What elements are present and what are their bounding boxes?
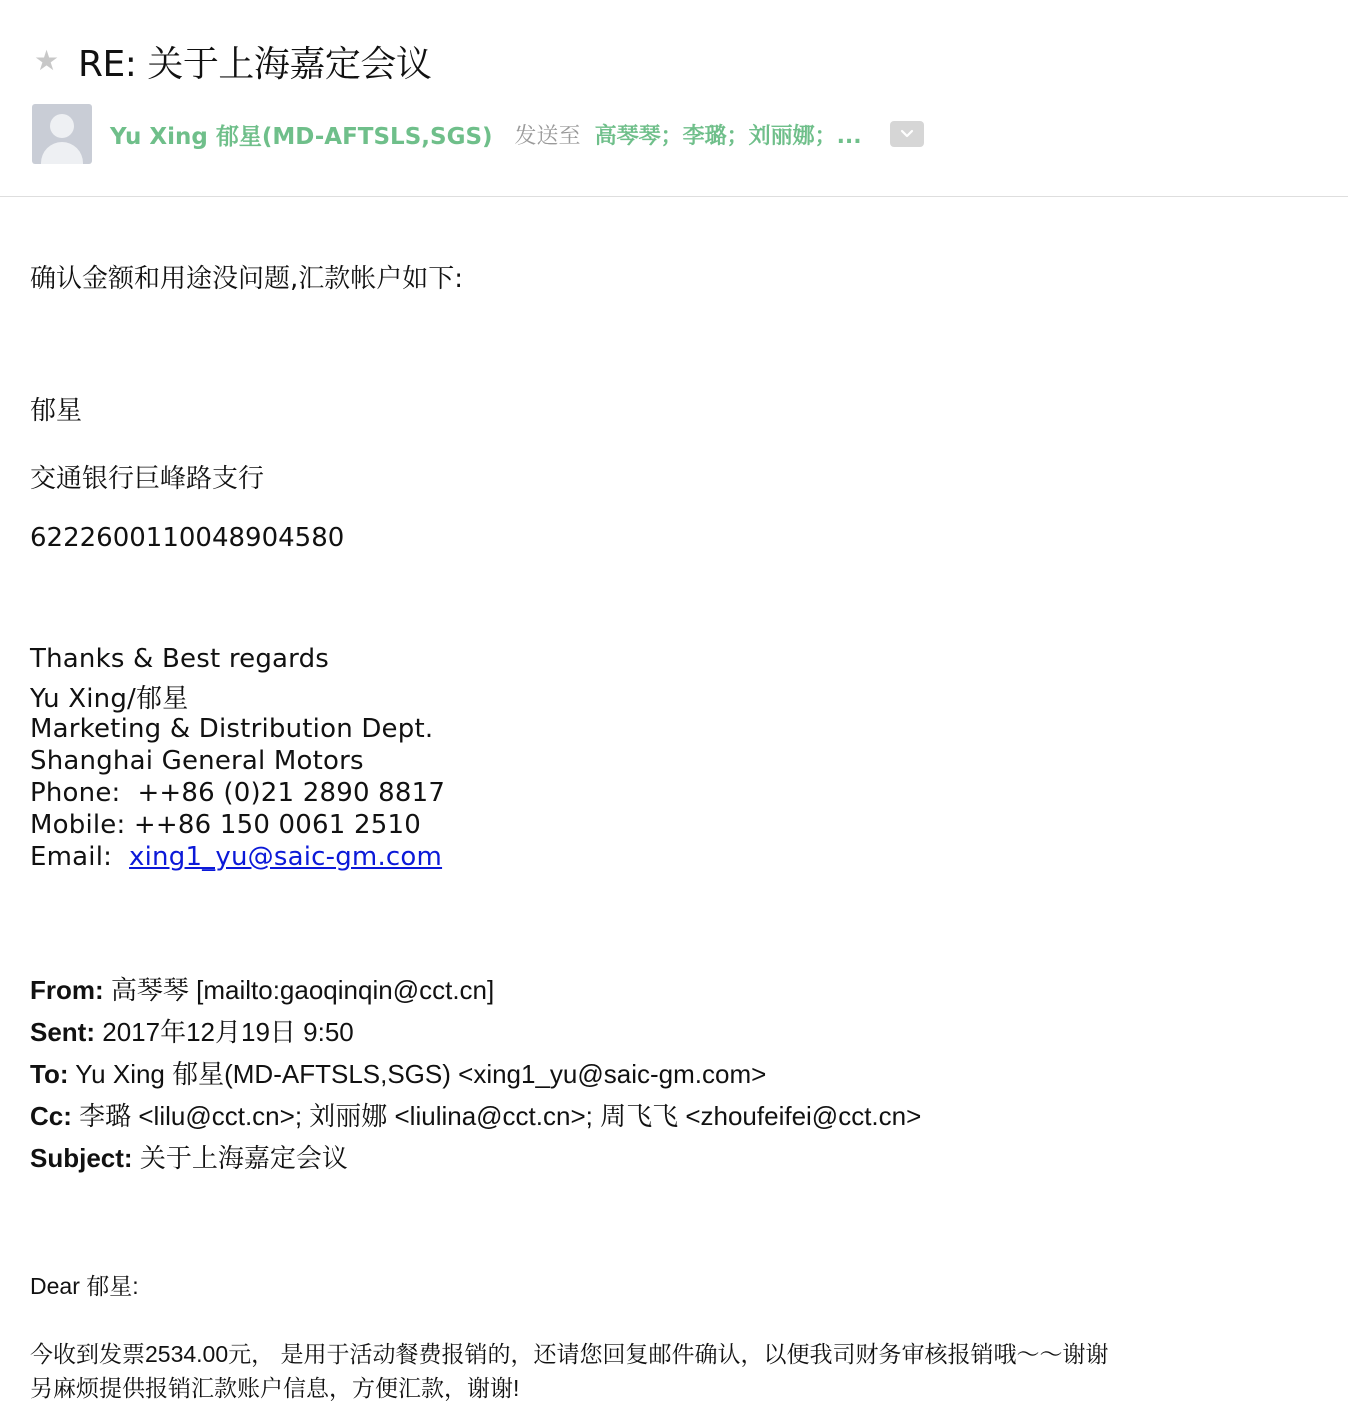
to-label: To: <box>30 1059 69 1089</box>
sender-name[interactable]: Yu Xing 郁星(MD-AFTSLS,SGS) <box>110 123 493 150</box>
quoted-greeting: Dear 郁星: <box>30 1273 139 1299</box>
sent-value: 2017年12月19日 9:50 <box>102 1017 354 1047</box>
chevron-down-icon <box>899 128 915 140</box>
avatar[interactable] <box>32 104 92 164</box>
subject-value: 关于上海嘉定会议 <box>139 1143 348 1173</box>
quoted-to <box>30 1054 766 1091</box>
from-label: From: <box>30 975 104 1005</box>
email-subject: RE: 关于上海嘉定会议 <box>78 43 432 85</box>
quoted-subject <box>30 1138 348 1175</box>
star-icon[interactable]: ★ <box>34 44 60 77</box>
avatar-body-shape <box>41 142 83 164</box>
email-link[interactable]: xing1_yu@saic-gm.com <box>129 842 443 872</box>
signature-dept: Marketing & Distribution Dept. <box>30 714 434 744</box>
sent-to-label: 发送至 <box>514 123 581 149</box>
quoted-sent <box>30 1012 354 1049</box>
quoted-line-1: 今收到发票2534.00元， 是用于活动餐费报销的，还请您回复邮件确认，以便我司财务审核报销哦～～谢谢 <box>30 1341 1109 1367</box>
phone-value: ++86 (0)21 2890 8817 <box>137 778 446 808</box>
sender-row <box>32 104 924 164</box>
intro-text: 确认金额和用途没问题,汇款帐户如下: <box>30 264 464 294</box>
subject-row <box>34 36 431 86</box>
signature-name: Yu Xing/郁星 <box>30 684 189 714</box>
mobile-value: ++86 150 0061 2510 <box>133 810 421 840</box>
to-value: Yu Xing 郁星(MD-AFTSLS,SGS) <xing1_yu@saic-gm.com> <box>75 1059 767 1089</box>
email-label: Email: <box>30 842 113 872</box>
from-value: 高琴琴 [mailto:gaoqinqin@cct.cn] <box>110 975 495 1005</box>
signature-email <box>30 842 442 872</box>
account-name: 郁星 <box>30 396 83 426</box>
signature-closing: Thanks & Best regards <box>30 644 330 674</box>
phone-label: Phone: <box>30 778 121 808</box>
subject-label: Subject: <box>30 1143 133 1173</box>
quoted-cc <box>30 1096 921 1133</box>
quoted-line-2: 另麻烦提供报销汇款账户信息，方便汇款，谢谢! <box>30 1375 520 1401</box>
cc-label: Cc: <box>30 1101 72 1131</box>
signature-mobile <box>30 810 421 840</box>
account-number: 6222600110048904580 <box>30 523 345 553</box>
recipients-list[interactable]: 高琴琴；李璐；刘丽娜；... <box>594 123 862 149</box>
signature-phone <box>30 778 445 808</box>
cc-value: 李璐 <lilu@cct.cn>; 刘丽娜 <liulina@cct.cn>; 周飞飞 <zhoufeifei@cct.cn> <box>79 1101 922 1131</box>
bank-branch: 交通银行巨峰路支行 <box>30 464 265 494</box>
header-divider <box>0 196 1348 197</box>
quoted-from <box>30 970 494 1007</box>
mobile-label: Mobile: <box>30 810 126 840</box>
sent-label: Sent: <box>30 1017 95 1047</box>
signature-company: Shanghai General Motors <box>30 746 364 776</box>
avatar-head-shape <box>50 114 74 138</box>
expand-details-button[interactable] <box>890 121 924 147</box>
